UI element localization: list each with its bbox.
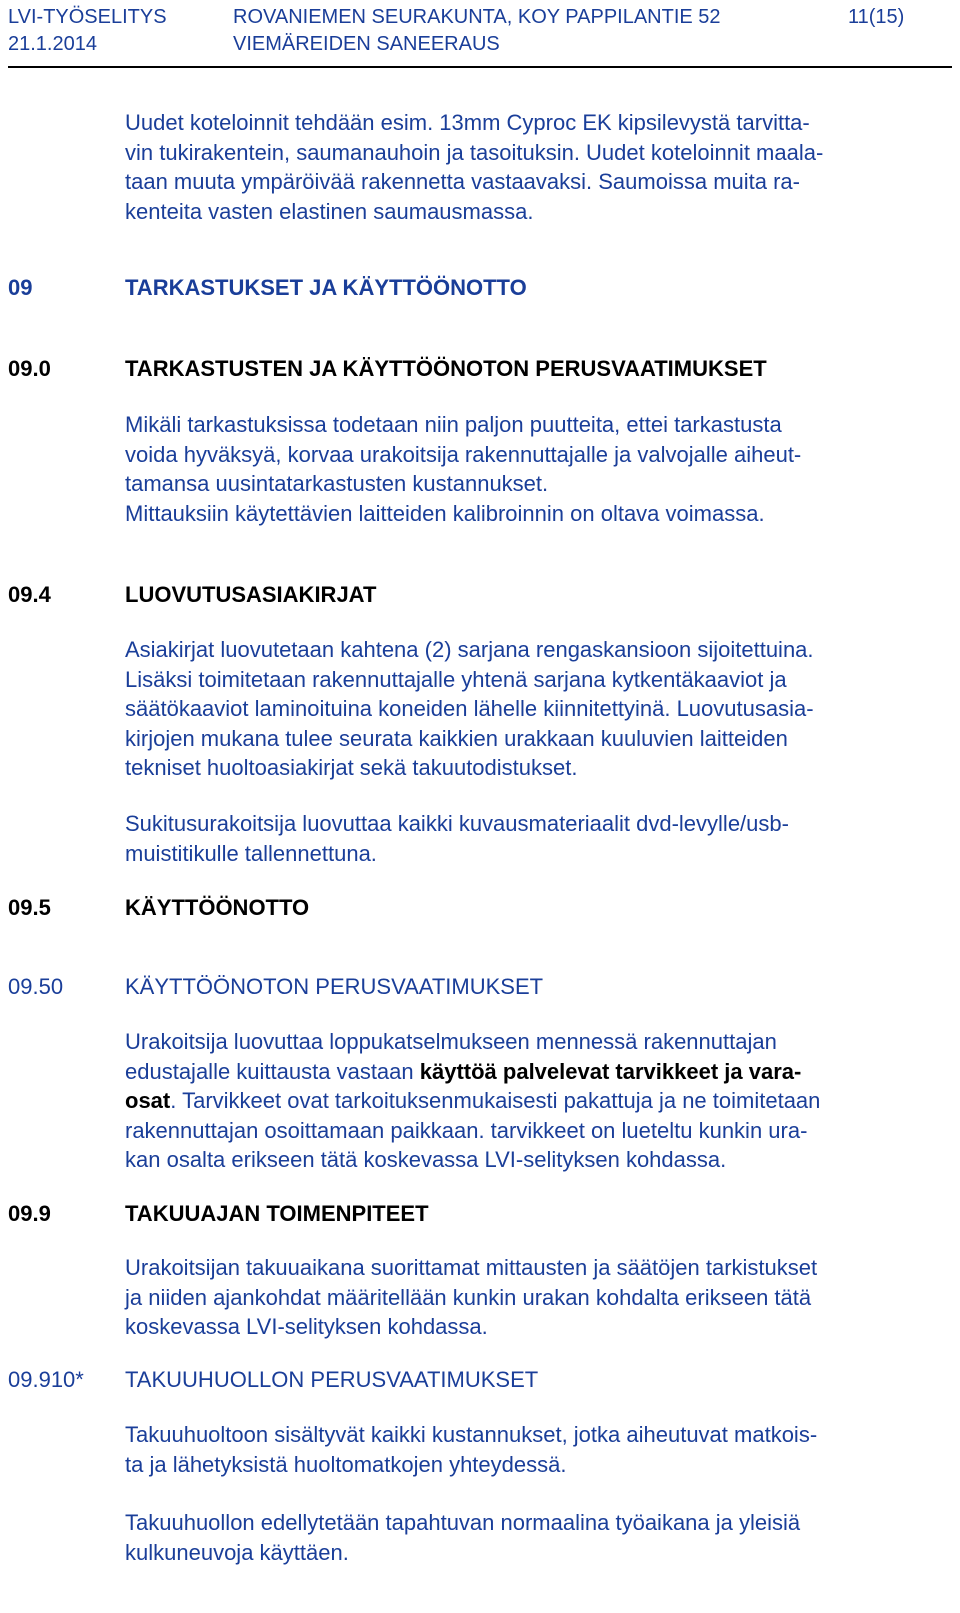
section-title: KÄYTTÖÖNOTTO (125, 895, 310, 920)
emphasis-text: osat (125, 1088, 171, 1113)
section-title: TAKUUAJAN TOIMENPITEET (125, 1201, 429, 1226)
text-line: Uudet koteloinnit tehdään esim. 13mm Cyproc EK kipsilevystä tarvitta- (125, 110, 810, 135)
text-line (125, 1057, 945, 1087)
text-run: edustajalle kuittausta vastaan (125, 1058, 420, 1084)
text-line: kirjojen mukana tulee seurata kaikkien urakkaan kuuluvien laitteiden (125, 725, 788, 751)
section-09-4-text-2 (125, 809, 945, 868)
section-09-4-text (125, 635, 945, 783)
text-line: taan muuta ympäröivää rakennetta vastaavaksi. Saumoissa muita ra- (125, 169, 800, 194)
text-line: koskevassa LVI-selityksen kohdassa. (125, 1314, 488, 1339)
section-title: KÄYTTÖÖNOTON PERUSVAATIMUKSET (125, 974, 544, 999)
section-title: TARKASTUKSET JA KÄYTTÖÖNOTTO (125, 275, 527, 300)
section-title: TAKUUHUOLLON PERUSVAATIMUKSET (125, 1367, 539, 1392)
text-line: Urakoitsijan takuuaikana suorittamat mittausten ja säätöjen tarkistukset (125, 1255, 818, 1280)
emphasis-text: käyttöä palvelevat tarvikkeet ja vara- (419, 1058, 802, 1084)
page-number: 11(15) (848, 6, 905, 28)
section-title: TARKASTUSTEN JA KÄYTTÖÖNOTON PERUSVAATIMUKSET (125, 356, 767, 381)
text-line: Mittauksiin käytettävien laitteiden kalibroinnin on oltava voimassa. (125, 500, 765, 526)
text-line: säätökaaviot laminoituina koneiden lähelle kiinnitettyinä. Luovutusasia- (125, 696, 814, 721)
text-run: . Tarvikkeet ovat tarkoituksenmukaisesti pakattuja ja ne toimitetaan (170, 1088, 821, 1113)
section-number: 09.9 (8, 1201, 51, 1226)
project-info (233, 4, 721, 58)
text-line: Mikäli tarkastuksissa todetaan niin paljon puutteita, ettei tarkastusta (125, 412, 782, 437)
text-line: voida hyväksyä, korvaa urakoitsija rakennuttajalle ja valvojalle aiheut- (125, 441, 802, 467)
text-line: muistitikulle tallennettuna. (125, 840, 377, 866)
document-type: LVI-TYÖSELITYS (8, 6, 167, 28)
section-number: 09.4 (8, 582, 51, 607)
document-date: 21.1.2014 (8, 33, 97, 55)
section-number: 09.0 (8, 356, 51, 381)
text-line: ta ja lähetyksistä huoltomatkojen yhteydessä. (125, 1451, 567, 1477)
header-divider (8, 66, 952, 68)
text-line: ja niiden ajankohdat määritellään kunkin urakan kohdalta erikseen tätä (125, 1284, 812, 1310)
text-line: Asiakirjat luovutetaan kahtena (2) sarjana rengaskansioon sijoitettuina. (125, 637, 814, 662)
text-line: tamansa uusintatarkastusten kustannukset. (125, 471, 549, 496)
section-09-0-text (125, 410, 945, 528)
project-subtitle: VIEMÄREIDEN SANEERAUS (233, 33, 500, 55)
text-line: kulkuneuvoja käyttäen. (125, 1539, 349, 1565)
text-line: Lisäksi toimitetaan rakennuttajalle yhtenä sarjana kytkentäkaaviot ja (125, 666, 787, 692)
text-line: kan osalta erikseen tätä koskevassa LVI-selityksen kohdassa. (125, 1147, 727, 1172)
text-line: kenteita vasten elastinen saumausmassa. (125, 198, 534, 224)
text-line (125, 1086, 945, 1116)
text-line: tekniset huoltoasiakirjat sekä takuutodistukset. (125, 755, 578, 780)
text-line: rakennuttajan osoittamaan paikkaan. tarvikkeet on lueteltu kunkin ura- (125, 1117, 808, 1143)
section-09-9-text (125, 1253, 945, 1342)
section-number: 09.910* (8, 1367, 84, 1392)
text-line: Sukitusurakoitsija luovuttaa kaikki kuvausmateriaalit dvd-levylle/usb- (125, 811, 789, 836)
project-name: ROVANIEMEN SEURAKUNTA, KOY PAPPILANTIE 52 (233, 6, 721, 28)
section-number: 09.5 (8, 895, 51, 920)
section-number: 09 (8, 275, 33, 300)
section-number: 09.50 (8, 974, 64, 999)
text-line: vin tukirakentein, saumanauhoin ja tasoituksin. Uudet koteloinnit maala- (125, 139, 824, 165)
section-09-50-text (125, 1027, 945, 1175)
section-09-910-text-2 (125, 1508, 945, 1567)
intro-paragraph (125, 108, 945, 226)
text-line: Takuuhuoltoon sisältyvät kaikki kustannukset, jotka aiheutuvat matkois- (125, 1422, 818, 1447)
section-09-910-text (125, 1420, 945, 1479)
section-title: LUOVUTUSASIAKIRJAT (125, 582, 377, 607)
text-line: Takuuhuollon edellytetään tapahtuvan normaalina työaikana ja yleisiä (125, 1510, 801, 1535)
document-info (8, 4, 167, 58)
text-line: Urakoitsija luovuttaa loppukatselmukseen mennessä rakennuttajan (125, 1029, 777, 1054)
